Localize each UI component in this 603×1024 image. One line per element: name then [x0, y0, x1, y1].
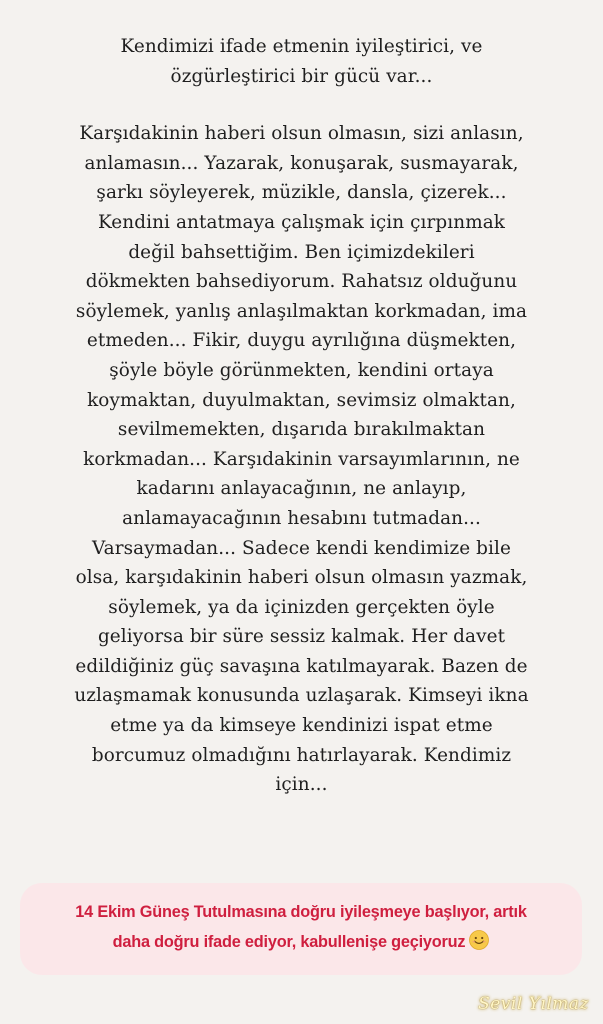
body-line: koymaktan, duyulmaktan, sevimsiz olmaktan,: [87, 389, 516, 411]
body-line: Varsaymadan... Sadece kendi kendimize bile: [91, 537, 511, 559]
body-line: sevilmemekten, dışarıda bırakılmaktan: [117, 419, 486, 441]
body-line: dökmekten bahsediyorum. Rahatsız olduğunu: [85, 271, 518, 293]
heading-line: Kendimizi ifade etmenin iyileştirici, ve: [120, 36, 483, 57]
body-line: anlamayacağının hesabını tutmadan...: [122, 507, 481, 529]
story-text-block: [22, 32, 581, 800]
body-line: Karşıdakinin haberi olsun olmasın, sizi anlasın,: [79, 123, 524, 145]
body-line: Kendini antatmaya çalışmak için çırpınmak: [97, 211, 506, 233]
body-line: kadarını anlayacağının, ne anlayıp,: [136, 478, 467, 500]
sticker-line-2: [20, 927, 582, 957]
text-sticker[interactable]: [20, 883, 582, 975]
body-line: anlamasın... Yazarak, konuşarak, susmayarak,: [84, 152, 519, 174]
body-line: borcumuz olmadığını hatırlayarak. Kendimiz: [91, 744, 512, 766]
body-line: şarkı söyleyerek, müzikle, dansla, çizerek...: [96, 182, 507, 204]
body-line: söylemek, ya da içinizden gerçekten öyle: [108, 596, 495, 618]
body-line: korkmadan... Karşıdakinin varsayımlarının, ne: [83, 448, 520, 470]
body-line: etmeden... Fikir, duygu ayrılığına düşmekten,: [86, 330, 517, 352]
body-line: için...: [275, 774, 328, 796]
sticker-text: [20, 897, 582, 957]
sticker-line-2-text: daha doğru ifade ediyor, kabullenişe geçiyoruz: [112, 933, 466, 951]
body-line: etme ya da kimseye kendinizi ispat etme: [110, 715, 493, 737]
body-line: değil bahsettiğim. Ben içimizdekileri: [128, 241, 475, 263]
body-line: uzlaşmamak konusunda uzlaşarak. Kimseyi ikna: [74, 685, 529, 707]
body-line: şöyle böyle görünmekten, kendini ortaya: [109, 359, 494, 381]
sticker-line-1: 14 Ekim Güneş Tutulmasına doğru iyileşmeye başlıyor, artık: [75, 903, 527, 921]
story-body: [22, 119, 581, 800]
body-line: söylemek, yanlış anlaşılmaktan korkmadan, ima: [75, 300, 528, 322]
story-heading: [22, 32, 581, 91]
heading-line: özgürleştirici bir gücü var...: [170, 65, 433, 87]
body-line: edildiğiniz güç savaşına katılmayarak. Bazen de: [75, 655, 528, 677]
body-line: geliyorsa bir süre sessiz kalmak. Her davet: [97, 626, 506, 648]
body-line: olsa, karşıdakinin haberi olsun olmasın yazmak,: [75, 567, 528, 589]
author-signature: Sevil Yılmaz: [478, 994, 589, 1014]
smiling-face-emoji-icon: [469, 930, 489, 950]
